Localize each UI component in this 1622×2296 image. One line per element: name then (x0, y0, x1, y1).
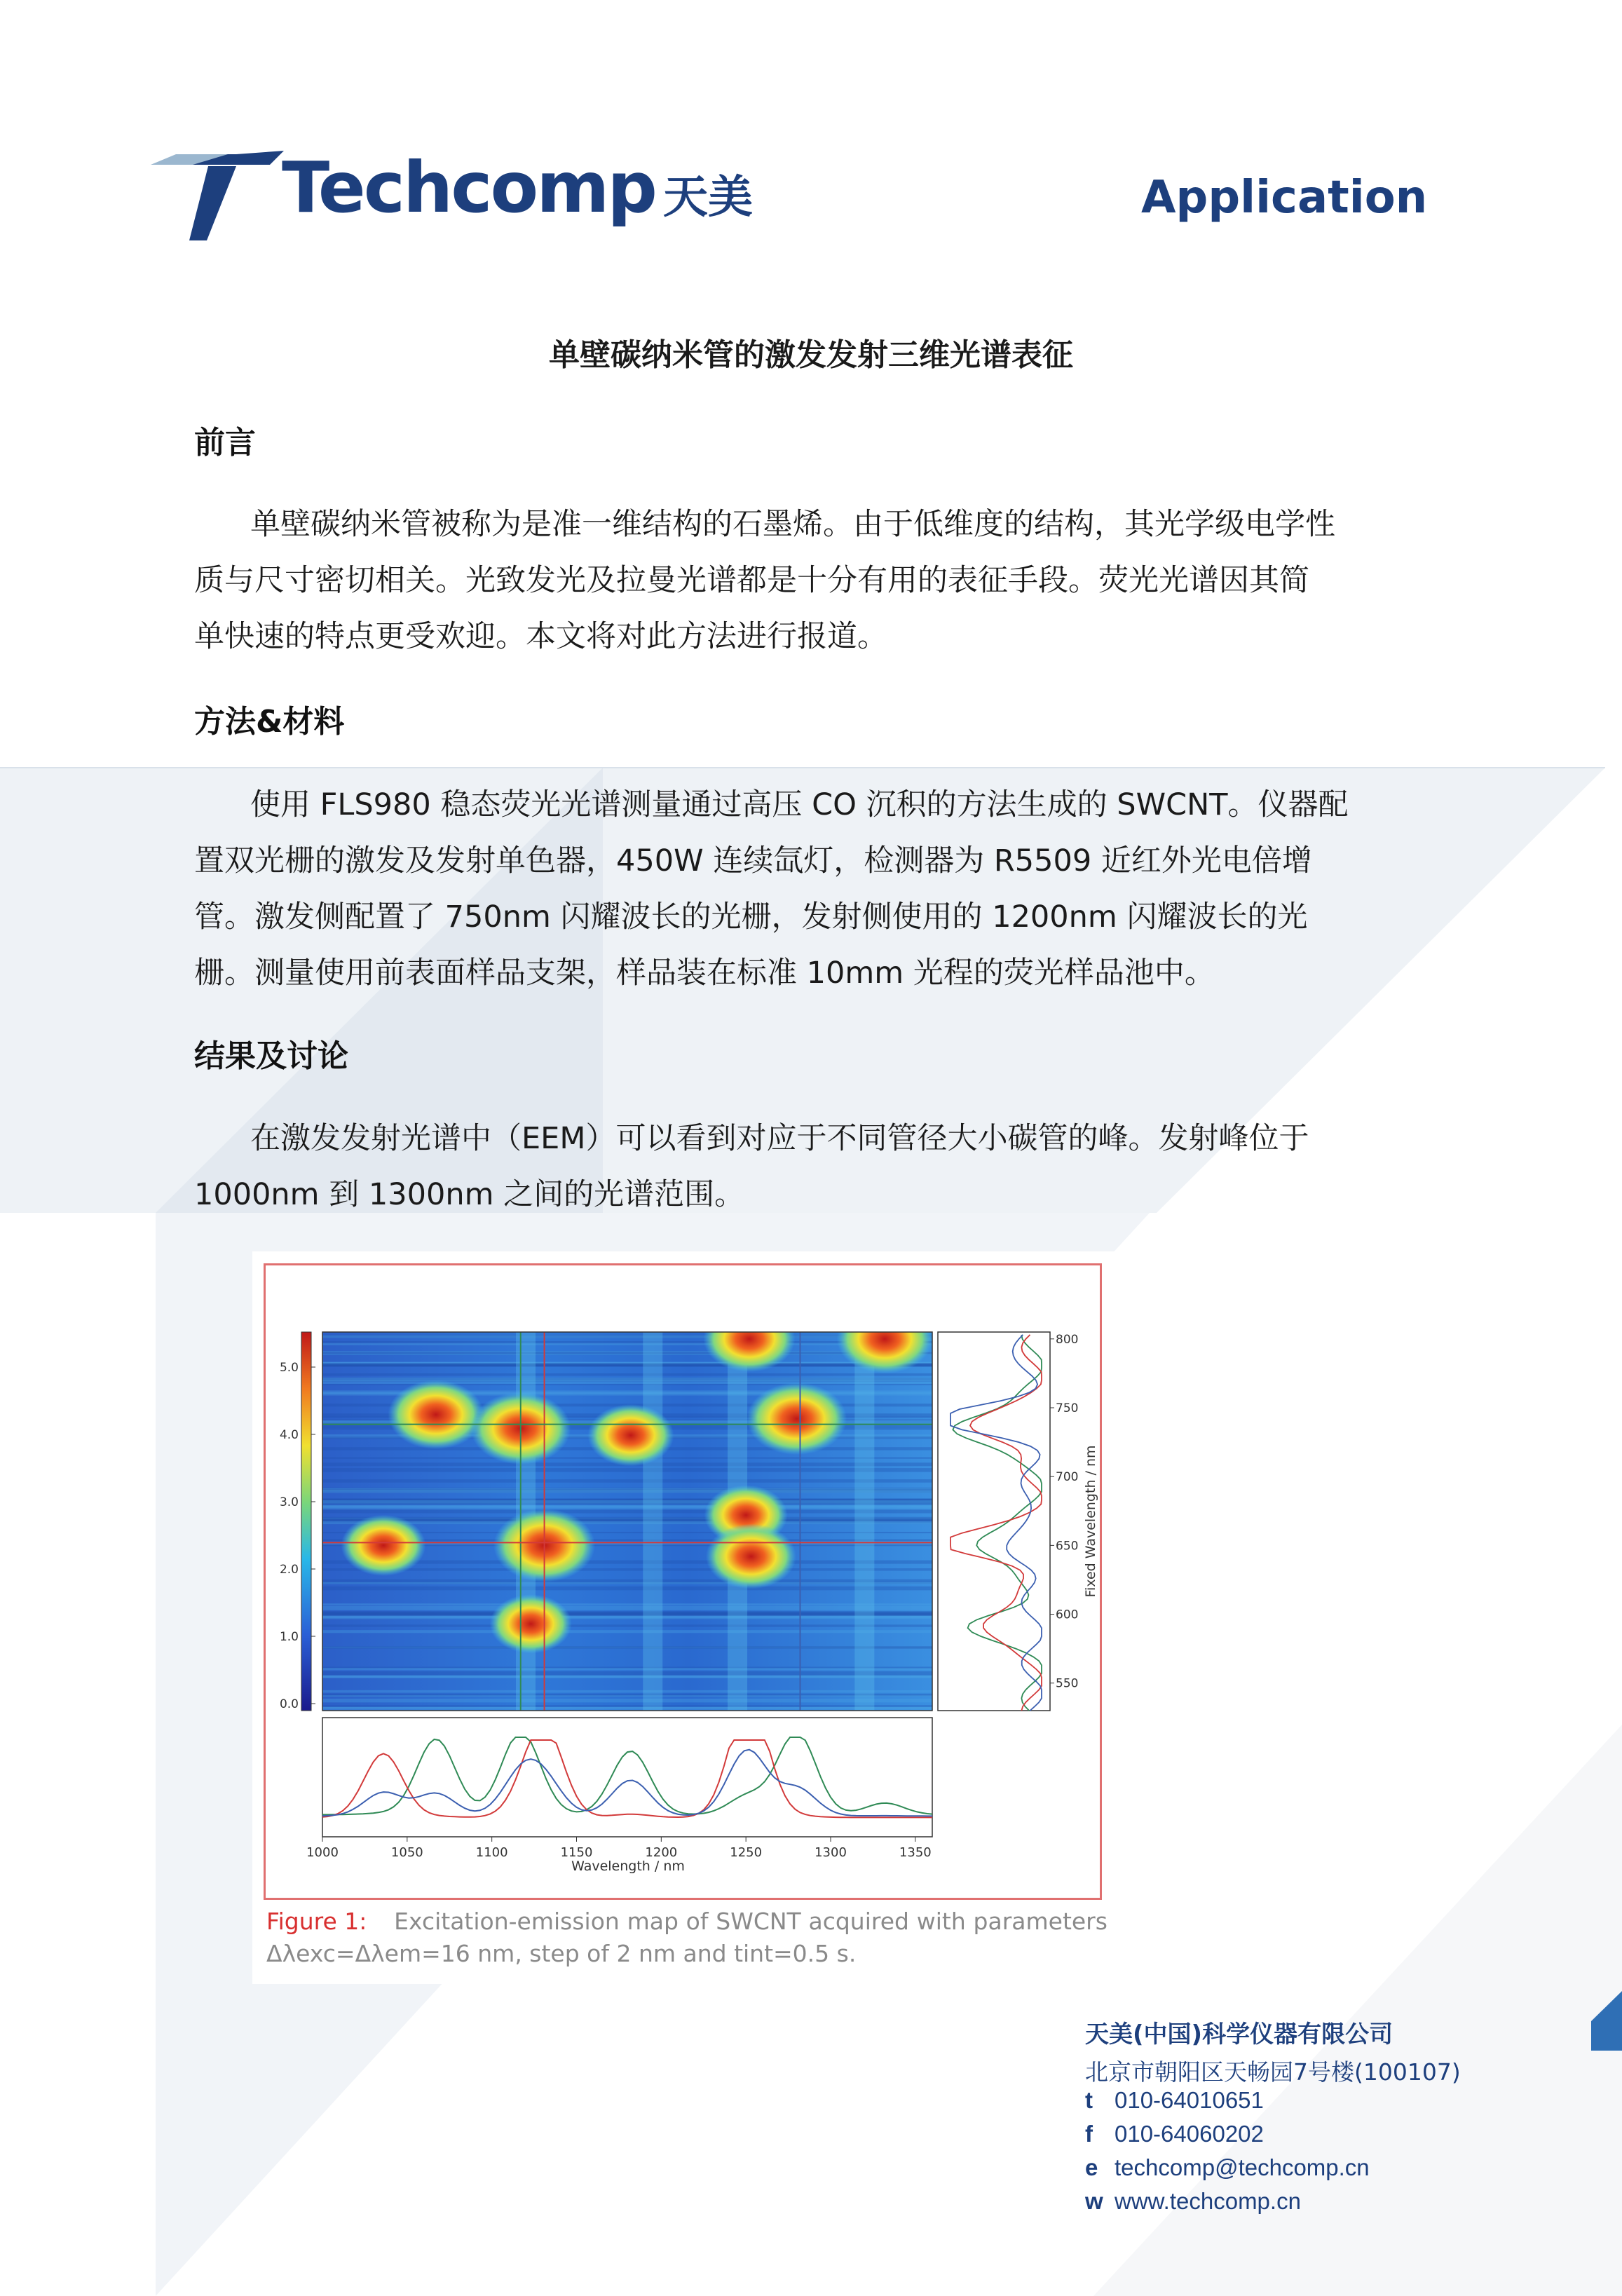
x-tick-label: 1350 (899, 1845, 932, 1860)
y-tick-label: 550 (1056, 1676, 1079, 1691)
x-axis-label: Wavelength / nm (571, 1859, 685, 1874)
caption-word: with (916, 1908, 966, 1935)
caption-word: SWCNT (716, 1908, 801, 1935)
colorbar-tick-label: 3.0 (279, 1495, 299, 1509)
section-intro-text (194, 496, 1442, 665)
contact-value: 010-64010651 (1115, 2087, 1264, 2113)
company-name: 天美(中国)科学仪器有限公司 (1085, 2020, 1393, 2049)
y-tick-label: 600 (1056, 1608, 1079, 1622)
figure-caption (266, 1906, 1108, 1970)
colorbar-tick-label: 5.0 (279, 1361, 299, 1375)
x-tick-label: 1250 (730, 1845, 763, 1860)
x-axis-ticks (306, 1837, 932, 1860)
caption-line-1 (266, 1906, 1108, 1938)
heatmap-peak (341, 1515, 426, 1576)
y-axis-label: Fixed Wavelength / nm (1083, 1445, 1098, 1598)
caption-word: acquired (808, 1908, 909, 1935)
heatmap-peak (388, 1380, 484, 1449)
x-tick-label: 1100 (475, 1845, 508, 1860)
caption-word: of (686, 1908, 709, 1935)
section-heading-methods: 方法&材料 (194, 704, 345, 740)
eem-chart (264, 1263, 1102, 1900)
heatmap-peak (490, 1594, 572, 1653)
contact-key: f (1085, 2121, 1093, 2147)
y-tick-label: 650 (1056, 1539, 1079, 1554)
section-results-text (194, 1110, 1442, 1223)
caption-word: map (627, 1908, 679, 1935)
heatmap-peak (587, 1404, 674, 1467)
y-tick-label: 750 (1056, 1401, 1079, 1415)
paragraph-line: 质与尺寸密切相关。光致发光及拉曼光谱都是十分有用的表征手段。荧光光谱因其简 (194, 563, 1309, 598)
contact-email[interactable] (1085, 2151, 1461, 2185)
excitation-spectrum-panel (938, 1332, 1050, 1711)
paragraph-line: 单壁碳纳米管被称为是准一维结构的石墨烯。由于低维度的结构，其光学级电学性 (250, 507, 1335, 542)
colorbar-tick-label: 4.0 (279, 1428, 299, 1442)
contact-value[interactable]: techcomp@techcomp.cn (1115, 2154, 1370, 2180)
company-footer (1085, 2020, 1461, 2218)
paragraph-line: 栅。测量使用前表面样品支架，样品装在标准 10mm 光程的荧光样品池中。 (194, 956, 1215, 991)
y-tick-label: 700 (1056, 1470, 1079, 1485)
brand-name: Techcomp (282, 147, 655, 229)
x-tick-label: 1200 (645, 1845, 678, 1860)
heatmap-peak (704, 1306, 796, 1372)
x-tick-label: 1050 (390, 1845, 423, 1860)
colorbar-tick-label: 2.0 (279, 1563, 299, 1577)
brand-name-chinese: 天美 (663, 172, 753, 224)
y-tick-label: 800 (1056, 1332, 1079, 1347)
caption-label: Figure 1: (266, 1908, 367, 1935)
heatmap-peak (706, 1524, 796, 1589)
document-type-label: Application (1141, 172, 1428, 224)
section-methods-text (194, 777, 1442, 1001)
contact-key: t (1085, 2087, 1093, 2113)
document-title: 单壁碳纳米管的激发发射三维光谱表征 (549, 337, 1073, 373)
paragraph-line: 单快速的特点更受欢迎。本文将对此方法进行报道。 (194, 619, 887, 654)
caption-word: Excitation-emission (394, 1908, 620, 1935)
x-tick-label: 1300 (815, 1845, 847, 1860)
paragraph-line: 1000nm 到 1300nm 之间的光谱范围。 (194, 1177, 745, 1212)
x-tick-label: 1000 (306, 1845, 339, 1860)
contact-value[interactable]: www.techcomp.cn (1115, 2188, 1301, 2214)
heatmap-peak (837, 1304, 933, 1373)
paragraph-line: 在激发发射光谱中（EEM）可以看到对应于不同管径大小碳管的峰。发射峰位于 (250, 1121, 1309, 1156)
caption-word: parameters (973, 1908, 1108, 1935)
contact-fax (1085, 2117, 1461, 2151)
paragraph-line: 置双光栅的激发及发射单色器，450W 连续氙灯，检测器为 R5509 近红外光电倍增 (194, 843, 1312, 878)
colorbar-tick-label: 1.0 (279, 1630, 299, 1644)
contact-key: w (1085, 2188, 1103, 2214)
colorbar (301, 1332, 311, 1711)
contact-telephone (1085, 2084, 1461, 2117)
y-axis-ticks (1050, 1333, 1078, 1691)
techcomp-logo-icon (151, 151, 284, 242)
contact-value: 010-64060202 (1115, 2121, 1264, 2147)
contact-key: e (1085, 2154, 1098, 2180)
colorbar-tick-label: 0.0 (279, 1697, 299, 1711)
caption-line-2: Δλexc=Δλem=16 nm, step of 2 nm and tint=0.5 s. (266, 1940, 857, 1967)
paragraph-line: 使用 FLS980 稳态荧光光谱测量通过高压 CO 沉积的方法生成的 SWCNT。仪器配 (250, 787, 1349, 822)
paragraph-line: 管。激发侧配置了 750nm 闪耀波长的光栅，发射侧使用的 1200nm 闪耀波长的光 (194, 899, 1308, 935)
contact-website[interactable] (1085, 2185, 1461, 2218)
section-heading-results: 结果及讨论 (194, 1038, 348, 1074)
section-heading-intro: 前言 (194, 425, 256, 461)
emission-spectrum-panel (322, 1718, 932, 1837)
company-address: 北京市朝阳区天畅园7号楼(100107) (1085, 2058, 1461, 2086)
x-tick-label: 1150 (560, 1845, 593, 1860)
heatmap-peak (747, 1383, 847, 1455)
